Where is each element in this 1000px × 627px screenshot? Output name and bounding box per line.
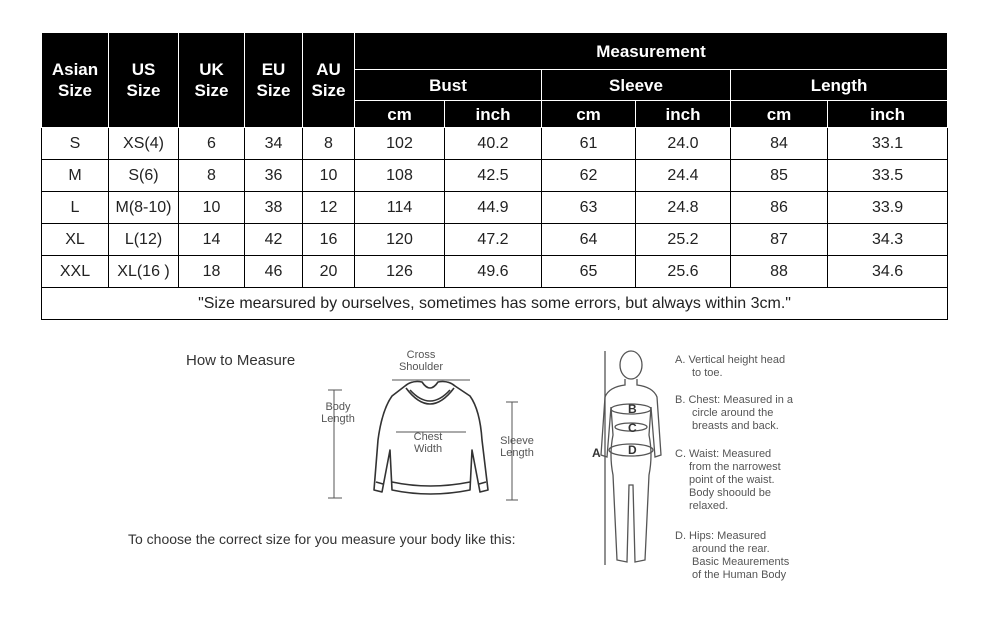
legend-c: C. Waist: Measured from the narrowest point of the waist. Body shoould be relaxed.: [675, 448, 781, 512]
table-cell: M: [42, 160, 109, 192]
header-us-size: US Size: [109, 33, 179, 128]
header-asian-size: Asian Size: [42, 33, 109, 128]
table-cell: 85: [731, 160, 828, 192]
header-length: Length: [731, 70, 948, 101]
table-cell: 40.2: [445, 128, 542, 160]
header-unit-cm: cm: [731, 101, 828, 128]
table-cell: 38: [245, 192, 303, 224]
header-eu-size: EU Size: [245, 33, 303, 128]
table-cell: 33.1: [828, 128, 948, 160]
table-cell: 84: [731, 128, 828, 160]
table-cell: 34.3: [828, 224, 948, 256]
table-cell: 63: [542, 192, 636, 224]
table-cell: S(6): [109, 160, 179, 192]
body-letter-a: A: [592, 446, 601, 460]
table-cell: 10: [179, 192, 245, 224]
table-cell: 34: [245, 128, 303, 160]
table-cell: 20: [303, 256, 355, 288]
header-unit-inch: inch: [636, 101, 731, 128]
table-cell: 108: [355, 160, 445, 192]
body-letter-d: D: [628, 443, 637, 457]
table-cell: 49.6: [445, 256, 542, 288]
table-cell: 16: [303, 224, 355, 256]
table-cell: 86: [731, 192, 828, 224]
table-cell: 34.6: [828, 256, 948, 288]
table-note-row: [42, 288, 948, 320]
table-cell: 114: [355, 192, 445, 224]
table-cell: 42.5: [445, 160, 542, 192]
table-cell: 10: [303, 160, 355, 192]
table-cell: 64: [542, 224, 636, 256]
table-cell: L(12): [109, 224, 179, 256]
table-cell: 33.9: [828, 192, 948, 224]
table-cell: 65: [542, 256, 636, 288]
table-cell: 24.8: [636, 192, 731, 224]
table-cell: 62: [542, 160, 636, 192]
table-cell: 24.4: [636, 160, 731, 192]
header-unit-cm: cm: [542, 101, 636, 128]
table-cell: 6: [179, 128, 245, 160]
table-cell: XXL: [42, 256, 109, 288]
table-cell: XL: [42, 224, 109, 256]
table-row: [42, 128, 948, 160]
table-cell: 126: [355, 256, 445, 288]
table-cell: 18: [179, 256, 245, 288]
header-uk-size: UK Size: [179, 33, 245, 128]
table-row: [42, 160, 948, 192]
measurement-disclaimer: "Size mearsured by ourselves, sometimes has some errors, but always within 3cm.": [42, 288, 948, 320]
table-row: [42, 224, 948, 256]
sleeve-length-label: Sleeve Length: [500, 435, 534, 459]
body-letter-c: C: [628, 421, 637, 435]
body-figure-diagram: [585, 345, 675, 575]
table-cell: 33.5: [828, 160, 948, 192]
legend-a: A. Vertical height head to toe.: [675, 354, 786, 379]
table-cell: S: [42, 128, 109, 160]
header-unit-inch: inch: [828, 101, 948, 128]
table-cell: 102: [355, 128, 445, 160]
size-chart-table: [41, 32, 948, 320]
table-cell: 12: [303, 192, 355, 224]
table-cell: 36: [245, 160, 303, 192]
table-cell: 88: [731, 256, 828, 288]
table-cell: 8: [303, 128, 355, 160]
header-au-size: AU Size: [303, 33, 355, 128]
table-cell: 24.0: [636, 128, 731, 160]
table-cell: XS(4): [109, 128, 179, 160]
table-cell: L: [42, 192, 109, 224]
header-measurement: Measurement: [355, 33, 948, 70]
table-cell: 61: [542, 128, 636, 160]
table-row: [42, 192, 948, 224]
legend-d: D. Hips: Measured around the rear. Basic Meaurements of the Human Body: [675, 530, 790, 581]
choose-size-instruction: To choose the correct size for you measure your body like this:: [128, 531, 516, 547]
header-unit-cm: cm: [355, 101, 445, 128]
table-cell: 25.6: [636, 256, 731, 288]
table-cell: 42: [245, 224, 303, 256]
table-cell: 46: [245, 256, 303, 288]
how-to-measure-heading: How to Measure: [186, 352, 296, 369]
body-length-label: Body Length: [321, 401, 355, 425]
cross-shoulder-label: Cross Shoulder: [398, 349, 444, 373]
table-cell: 14: [179, 224, 245, 256]
table-cell: 87: [731, 224, 828, 256]
header-bust: Bust: [355, 70, 542, 101]
chest-width-label: Chest Width: [413, 431, 443, 455]
table-cell: 25.2: [636, 224, 731, 256]
body-letter-b: B: [628, 402, 637, 416]
table-cell: XL(16 ): [109, 256, 179, 288]
table-cell: M(8-10): [109, 192, 179, 224]
table-cell: 44.9: [445, 192, 542, 224]
table-cell: 120: [355, 224, 445, 256]
legend-b: B. Chest: Measured in a circle around the breasts and back.: [675, 394, 794, 432]
header-sleeve: Sleeve: [542, 70, 731, 101]
table-row: [42, 256, 948, 288]
table-cell: 47.2: [445, 224, 542, 256]
header-unit-inch: inch: [445, 101, 542, 128]
sweater-diagram: [320, 350, 550, 510]
table-cell: 8: [179, 160, 245, 192]
